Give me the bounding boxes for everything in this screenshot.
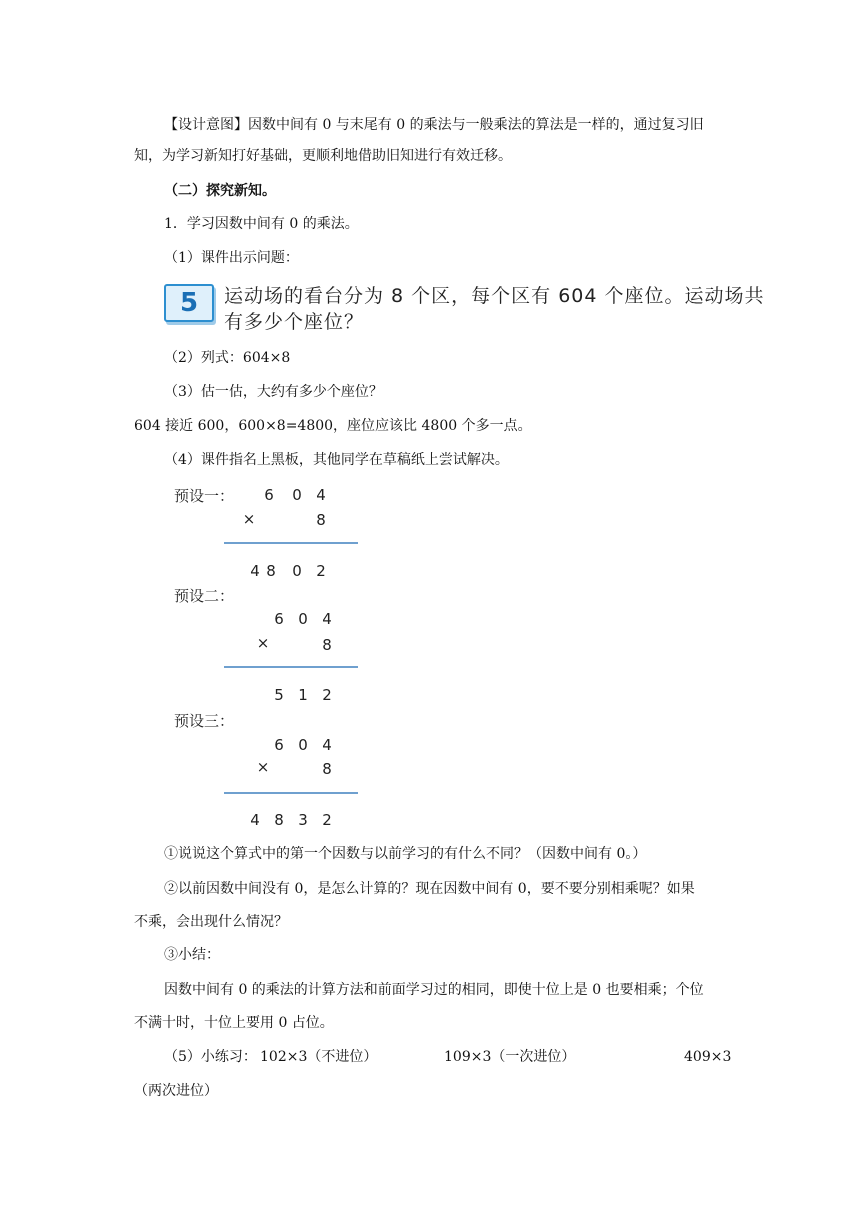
preset-1-multiplicand-digit: 6	[264, 486, 274, 504]
problem-number-badge	[164, 284, 214, 322]
question-2-cont: 不乘，会出现什么情况？	[134, 914, 288, 930]
preset-3-multiplicand-digit: 6	[274, 736, 284, 754]
preset-3-multiplicand-digit: 4	[322, 736, 332, 754]
preset-2-multiplicand-digit: 6	[274, 610, 284, 628]
preset-3-times-sign: ×	[256, 758, 270, 776]
step-3: （3）估一估，大约有多少个座位？	[164, 384, 383, 400]
preset-1-result-digit: 0	[292, 562, 302, 580]
preset-2-times-sign: ×	[256, 634, 270, 652]
preset-3-result-digit: 2	[322, 811, 332, 829]
design-intent-cont: 知，为学习新知打好基础，更顺利地借助旧知进行有效迁移。	[134, 148, 512, 164]
exercise-3-cont: （两次进位）	[134, 1083, 218, 1099]
preset-3-rule	[224, 792, 358, 794]
preset-2-multiplier: 8	[322, 636, 332, 654]
preset-2-multiplicand-digit: 4	[322, 610, 332, 628]
preset-2-multiplicand-digit: 0	[298, 610, 308, 628]
step-5-label: （5）小练习：	[164, 1049, 257, 1065]
item-1: 1．学习因数中间有 0 的乘法。	[164, 216, 359, 232]
estimate: 604 接近 600，600×8=4800，座位应该比 4800 个多一点。	[134, 418, 532, 434]
preset-3-multiplier: 8	[322, 760, 332, 778]
exercise-1: 102×3（不进位）	[260, 1049, 378, 1065]
problem-number: 5	[179, 288, 199, 318]
question-3: ③小结：	[164, 947, 220, 963]
preset-1-result-digit: 2	[316, 562, 326, 580]
step-2: （2）列式：604×8	[164, 350, 291, 366]
preset-1-multiplier: 8	[316, 511, 326, 529]
preset-1-multiplicand-digit: 4	[316, 486, 326, 504]
preset-1-label: 预设一：	[174, 487, 235, 505]
preset-1-result-digit: 4	[250, 562, 260, 580]
preset-2-label: 预设二：	[174, 587, 235, 605]
preset-3-result-digit: 4	[250, 811, 260, 829]
question-1: ①说说这个算式中的第一个因数与以前学习的有什么不同？（因数中间有 0。）	[164, 846, 647, 862]
preset-3-result-digit: 8	[274, 811, 284, 829]
preset-1-times-sign: ×	[242, 510, 256, 528]
design-intent: 【设计意图】因数中间有 0 与末尾有 0 的乘法与一般乘法的算法是一样的，通过复习旧	[164, 117, 704, 133]
section-title: （二）探究新知。	[164, 183, 276, 199]
step-1: （1）课件出示问题：	[164, 250, 299, 266]
summary: 因数中间有 0 的乘法的计算方法和前面学习过的相同，即使十位上是 0 也要相乘；个位	[164, 982, 704, 998]
preset-3-result-digit: 3	[298, 811, 308, 829]
preset-2-result-digit: 5	[274, 686, 284, 704]
preset-3-multiplicand-digit: 0	[298, 736, 308, 754]
exercise-3: 409×3	[684, 1049, 732, 1065]
preset-2-result-digit: 1	[298, 686, 308, 704]
preset-2-result-digit: 2	[322, 686, 332, 704]
preset-1-result-digit: 8	[266, 562, 276, 580]
question-2: ②以前因数中间没有 0，是怎么计算的？现在因数中间有 0，要不要分别相乘呢？如果	[164, 881, 695, 897]
preset-1-rule	[224, 542, 358, 544]
problem-box	[164, 281, 764, 331]
preset-1-multiplicand-digit: 0	[292, 486, 302, 504]
preset-2-rule	[224, 666, 358, 668]
problem-text: 运动场的看台分为 8 个区，每个区有 604 个座位。运动场共有多少个座位？	[224, 285, 765, 333]
preset-3-label: 预设三：	[174, 712, 235, 730]
step-4: （4）课件指名上黑板，其他同学在草稿纸上尝试解决。	[164, 452, 509, 468]
summary-cont: 不满十时，十位上要用 0 占位。	[134, 1015, 334, 1031]
exercise-2: 109×3（一次进位）	[444, 1049, 576, 1065]
